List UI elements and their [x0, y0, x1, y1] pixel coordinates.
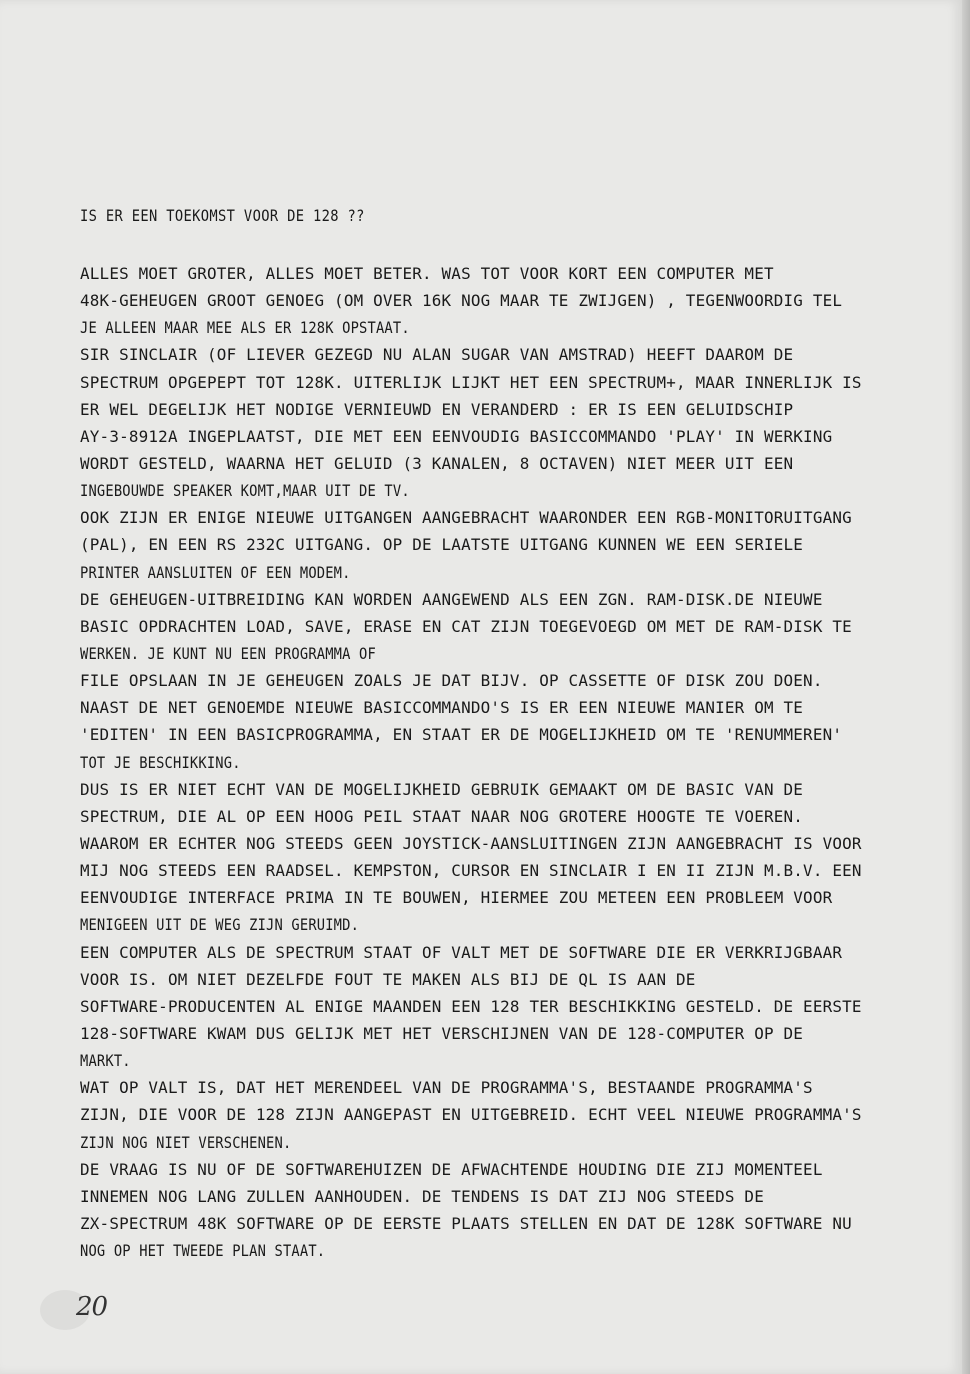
text-line: WAT OP VALT IS, DAT HET MERENDEEL VAN DE PROGRAMMA'S, BESTAANDE PROGRAMMA'S [80, 1078, 813, 1098]
text-line: NAAST DE NET GENOEMDE NIEUWE BASICCOMMANDO'S IS ER EEN NIEUWE MANIER OM TE [80, 698, 804, 718]
text-line: FILE OPSLAAN IN JE GEHEUGEN ZOALS JE DAT BIJV. OP CASSETTE OF DISK ZOU DOEN. [80, 671, 823, 691]
text-line: INNEMEN NOG LANG ZULLEN AANHOUDEN. DE TENDENS IS DAT ZIJ NOG STEEDS DE [80, 1186, 764, 1206]
text-line: ER WEL DEGELIJK HET NODIGE VERNIEUWD EN VERANDERD : ER IS EEN GELUIDSCHIP [80, 399, 794, 419]
text-line: EEN COMPUTER ALS DE SPECTRUM STAAT OF VALT MET DE SOFTWARE DIE ER VERKRIJGBAAR [80, 942, 843, 962]
page-number: 20 [76, 1292, 108, 1322]
text-line: OOK ZIJN ER ENIGE NIEUWE UITGANGEN AANGEBRACHT WAARONDER EEN RGB-MONITORUITGANG [80, 508, 852, 528]
text-line: NOG OP HET TWEEDE PLAN STAAT. [80, 1241, 326, 1261]
text-line: 128-SOFTWARE KWAM DUS GELIJK MET HET VERSCHIJNEN VAN DE 128-COMPUTER OP DE [80, 1023, 804, 1043]
text-line: DUS IS ER NIET ECHT VAN DE MOGELIJKHEID GEBRUIK GEMAAKT OM DE BASIC VAN DE [80, 779, 804, 799]
text-line: SPECTRUM OPGEPEPT TOT 128K. UITERLIJK LIJKT HET EEN SPECTRUM+, MAAR INNERLIJK IS [80, 372, 862, 392]
text-line: 48K-GEHEUGEN GROOT GENOEG (OM OVER 16K NOG MAAR TE ZWIJGEN) , TEGENWOORDIG TEL [80, 291, 843, 311]
text-line: ZIJN, DIE VOOR DE 128 ZIJN AANGEPAST EN UITGEBREID. ECHT VEEL NIEUWE PROGRAMMA'S [80, 1105, 862, 1125]
text-line: VOOR IS. OM NIET DEZELFDE FOUT TE MAKEN ALS BIJ DE QL IS AAN DE [80, 969, 696, 989]
text-line: PRINTER AANSLUITEN OF EEN MODEM. [80, 562, 351, 582]
text-line: WERKEN. JE KUNT NU EEN PROGRAMMA OF [80, 643, 376, 663]
text-line: DE VRAAG IS NU OF DE SOFTWAREHUIZEN DE AFWACHTENDE HOUDING DIE ZIJ MOMENTEEL [80, 1159, 823, 1179]
text-line: SOFTWARE-PRODUCENTEN AL ENIGE MAANDEN EEN 128 TER BESCHIKKING GESTELD. DE EERSTE [80, 996, 862, 1016]
text-line: SIR SINCLAIR (OF LIEVER GEZEGD NU ALAN SUGAR VAN AMSTRAD) HEEFT DAAROM DE [80, 345, 794, 365]
text-line: TOT JE BESCHIKKING. [80, 752, 241, 772]
text-line: ZX-SPECTRUM 48K SOFTWARE OP DE EERSTE PLAATS STELLEN EN DAT DE 128K SOFTWARE NU [80, 1213, 852, 1233]
text-line: INGEBOUWDE SPEAKER KOMT,MAAR UIT DE TV. [80, 481, 410, 501]
text-line: SPECTRUM, DIE AL OP EEN HOOG PEIL STAAT NAAR NOG GROTERE HOOGTE TE VOEREN. [80, 806, 804, 826]
text-line: 'EDITEN' IN EEN BASICPROGRAMMA, EN STAAT ER DE MOGELIJKHEID OM TE 'RENUMMEREN' [80, 725, 843, 745]
text-line: WAAROM ER ECHTER NOG STEEDS GEEN JOYSTICK-AANSLUITINGEN ZIJN AANGEBRACHT IS VOOR [80, 833, 862, 853]
text-line: ZIJN NOG NIET VERSCHENEN. [80, 1132, 292, 1152]
page-edge [962, 0, 970, 1374]
text-line: JE ALLEEN MAAR MEE ALS ER 128K OPSTAAT. [80, 318, 410, 338]
text-line: MENIGEEN UIT DE WEG ZIJN GERUIMD. [80, 915, 360, 935]
article-title: IS ER EEN TOEKOMST VOOR DE 128 ?? [80, 206, 365, 225]
text-line: EENVOUDIGE INTERFACE PRIMA IN TE BOUWEN, HIERMEE ZOU METEEN EEN PROBLEEM VOOR [80, 888, 833, 908]
text-line: MIJ NOG STEEDS EEN RAADSEL. KEMPSTON, CURSOR EN SINCLAIR I EN II ZIJN M.B.V. EEN [80, 861, 862, 881]
article-body [80, 260, 870, 1264]
text-line: ALLES MOET GROTER, ALLES MOET BETER. WAS TOT VOOR KORT EEN COMPUTER MET [80, 264, 774, 283]
text-line: DE GEHEUGEN-UITBREIDING KAN WORDEN AANGEWEND ALS EEN ZGN. RAM-DISK.DE NIEUWE [80, 589, 823, 609]
text-line: AY-3-8912A INGEPLAATST, DIE MET EEN EENVOUDIG BASICCOMMANDO 'PLAY' IN WERKING [80, 426, 833, 446]
text-line: MARKT. [80, 1051, 131, 1071]
text-line: WORDT GESTELD, WAARNA HET GELUID (3 KANALEN, 8 OCTAVEN) NIET MEER UIT EEN [80, 453, 794, 473]
text-line: (PAL), EN EEN RS 232C UITGANG. OP DE LAATSTE UITGANG KUNNEN WE EEN SERIELE [80, 535, 804, 555]
text-line: BASIC OPDRACHTEN LOAD, SAVE, ERASE EN CAT ZIJN TOEGEVOEGD OM MET DE RAM-DISK TE [80, 616, 852, 636]
